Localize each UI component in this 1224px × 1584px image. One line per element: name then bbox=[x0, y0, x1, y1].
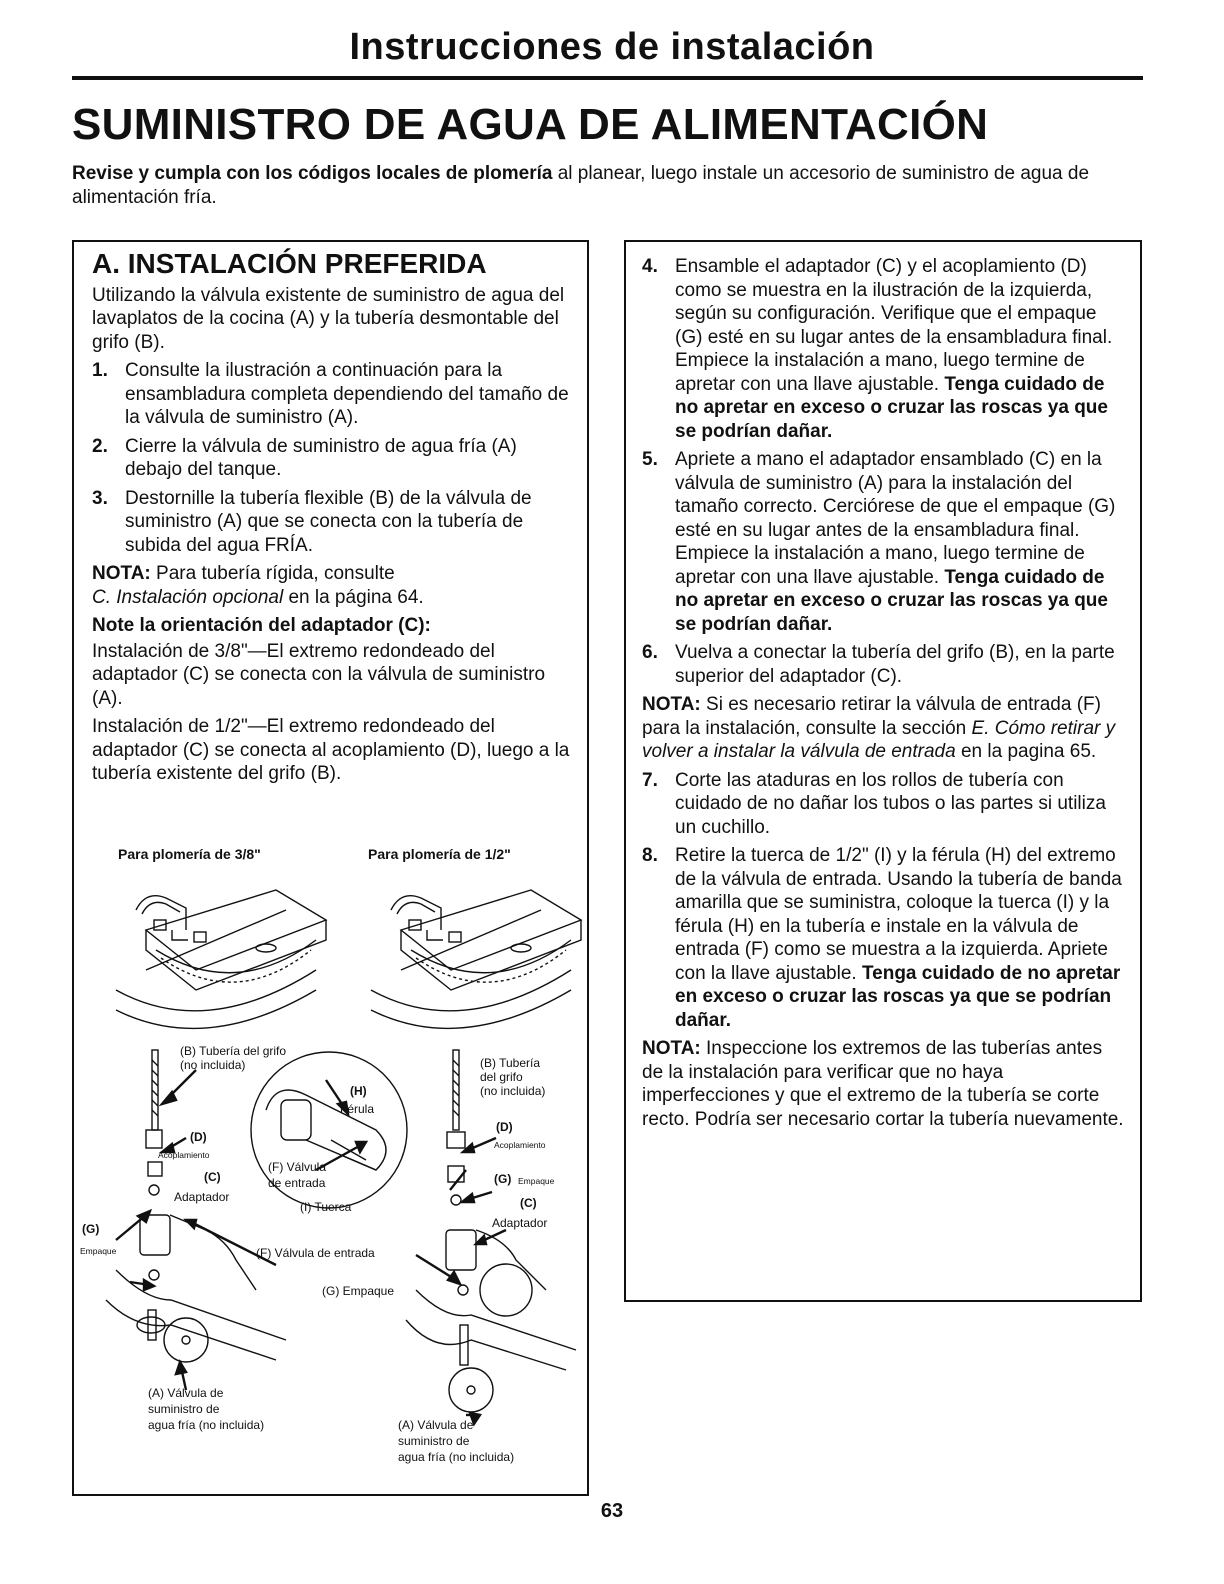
step-text: Ensamble el adaptador (C) y el acoplamiento (D) como se muestra en la ilustración de la izquierda, según su configuración. Verifique que el empaque (G) esté en su lugar antes de la ensambladura final. Empiece la instalación a mano, luego termine de apretar con una llave ajustable. bbox=[675, 256, 1113, 395]
step-text: Vuelva a conectar la tubería del grifo (B), en la parte superior del adaptador (C). bbox=[675, 642, 1115, 687]
orientation-38: Instalación de 3/8"—El extremo redondeado del adaptador (C) se conecta con la válvula de suministro (A). bbox=[92, 640, 546, 709]
list-item bbox=[92, 487, 572, 558]
step-number: 5. bbox=[642, 449, 658, 470]
label-a-left: (A) Válvula de bbox=[148, 1386, 224, 1400]
label-h-2: Férula bbox=[340, 1102, 375, 1116]
label-f-valve: (F) Válvula bbox=[268, 1160, 327, 1174]
left-panel-title: A. INSTALACIÓN PREFERIDA bbox=[92, 248, 487, 279]
step-text: Corte las ataduras en los rollos de tubería con cuidado de no dañar los tubos o las partes si utiliza un cuchillo. bbox=[675, 769, 1106, 838]
step-text: Apriete a mano el adaptador ensamblado (C) en la válvula de suministro (A) para la instalación del tamaño correcto. Cerciórese de que el empaque (G) esté en su lugar antes de la ensambladura final. Empiece la instalación a mano, luego termine de apretar con una llave ajustable. bbox=[675, 449, 1116, 588]
note-label: NOTA: bbox=[642, 694, 701, 715]
note-label: NOTA: bbox=[642, 1038, 701, 1059]
note-label: NOTA: bbox=[92, 563, 151, 584]
step-text: Destornille la tubería flexible (B) de la válvula de suministro (A) que se conecta con la tubería de subida del agua FRÍA. bbox=[125, 487, 532, 556]
list-item bbox=[642, 844, 1128, 1032]
label-b-right-3: (no incluida) bbox=[480, 1084, 546, 1098]
list-item bbox=[642, 769, 1128, 840]
right-panel-content bbox=[642, 255, 1128, 1136]
orientation-12: Instalación de 1/2"—El extremo redondeado del adaptador (C) se conecta al acoplamiento (D), luego a la tubería existente del grifo (B). bbox=[92, 716, 570, 784]
header-rule bbox=[72, 76, 1143, 80]
intro-paragraph bbox=[72, 162, 1132, 210]
label-b-left-2: (no incluida) bbox=[180, 1058, 246, 1072]
left-panel-intro: Utilizando la válvula existente de suministro de agua del lavaplatos de la cocina (A) y la tubería desmontable del grifo (B). bbox=[92, 284, 565, 353]
step-number: 3. bbox=[92, 487, 108, 509]
list-item bbox=[642, 448, 1128, 636]
label-d-left: (D) bbox=[190, 1130, 207, 1144]
caption-38: Para plomería de 3/8" bbox=[118, 846, 261, 862]
label-h: (H) bbox=[350, 1084, 367, 1098]
note-text: Inspeccione los extremos de las tuberías antes de la instalación para verificar que no haya imperfecciones y que el extremo de la tubería se corte recto. Podría ser necesario cortar la tubería nuevamente. bbox=[642, 1038, 1124, 1130]
right-note-1 bbox=[642, 693, 1128, 764]
step-warning: Tenga cuidado de no apretar en exceso o cruzar las roscas ya que se podrían dañar. bbox=[675, 373, 1108, 442]
label-g-left-2: Empaque bbox=[80, 1246, 117, 1256]
left-note bbox=[92, 562, 572, 609]
orientation-heading: Note la orientación del adaptador (C): bbox=[92, 615, 431, 636]
step-number: 8. bbox=[642, 845, 658, 866]
note-end: en la página 64. bbox=[283, 586, 424, 608]
label-f-valve-2: de entrada bbox=[268, 1176, 326, 1190]
step-number: 6. bbox=[642, 642, 658, 663]
step-warning: Tenga cuidado de no apretar en exceso o cruzar las roscas ya que se podrían dañar. bbox=[675, 962, 1121, 1031]
list-item bbox=[642, 641, 1128, 688]
section-title: SUMINISTRO DE AGUA DE ALIMENTACIÓN bbox=[72, 100, 989, 149]
label-g-left: (G) bbox=[82, 1222, 100, 1236]
label-a-right-3: agua fría (no incluida) bbox=[398, 1450, 515, 1464]
step-number: 7. bbox=[642, 769, 658, 791]
step-number: 1. bbox=[92, 360, 108, 381]
step-warning: Tenga cuidado de no apretar en exceso o cruzar las roscas ya que se podrían dañar. bbox=[675, 566, 1108, 635]
step-text: Cierre la válvula de suministro de agua fría (A) debajo del tanque. bbox=[125, 435, 517, 480]
left-sink-illustration bbox=[116, 890, 326, 1028]
list-item bbox=[92, 435, 572, 482]
label-g-right: (G) bbox=[494, 1172, 512, 1186]
right-steps-list-2 bbox=[642, 769, 1128, 1033]
label-a-right: (A) Válvula de bbox=[398, 1418, 474, 1432]
intro-rest: al planear, luego instale un accesorio de suministro de agua de alimentación fría. bbox=[72, 163, 1090, 208]
label-acopl-right: Acoplamiento bbox=[494, 1140, 546, 1150]
step-text: Consulte la ilustración a continuación para la ensambladura completa dependiendo del tamaño de la válvula de suministro (A). bbox=[125, 360, 569, 428]
list-item bbox=[92, 359, 572, 430]
label-b-left: (B) Tubería del grifo bbox=[180, 1044, 287, 1058]
label-g-right-2: Empaque bbox=[518, 1176, 555, 1186]
label-f-inlet: (F) Válvula de entrada bbox=[256, 1246, 375, 1260]
left-panel-content bbox=[92, 248, 572, 791]
right-steps-list bbox=[642, 255, 1128, 688]
step-text: Retire la tuerca de 1/2" (I) y la férula (H) del extremo de la válvula de entrada. Usando la tubería de banda amarilla que se suministra, coloque la tuerca (I) y la férula (H) en la tubería e instale en la válvula de entrada (F) como se muestra a la izquierda. Apriete con la llave ajustable. bbox=[675, 845, 1122, 984]
page-header-title: Instrucciones de instalación bbox=[349, 26, 875, 68]
note-italic-ref: C. Instalación opcional bbox=[92, 586, 284, 608]
label-b-right-2: del grifo bbox=[480, 1070, 523, 1084]
label-d-right: (D) bbox=[496, 1120, 513, 1134]
step-number: 4. bbox=[642, 256, 658, 277]
label-g-center: (G) Empaque bbox=[322, 1284, 395, 1298]
caption-12: Para plomería de 1/2" bbox=[368, 846, 511, 862]
left-steps-list bbox=[92, 359, 572, 557]
label-a-right-2: suministro de bbox=[398, 1434, 470, 1448]
label-c-left: (C) bbox=[204, 1170, 221, 1184]
note-italic-ref: E. Cómo retirar y volver a instalar la válvula de entrada bbox=[642, 717, 1116, 762]
label-i-nut: (I) Tuerca bbox=[300, 1200, 352, 1214]
intro-bold: Revise y cumpla con los códigos locales de plomería bbox=[72, 163, 553, 184]
label-c-left-2: Adaptador bbox=[174, 1190, 230, 1204]
list-item bbox=[642, 255, 1128, 443]
right-sink-illustration bbox=[371, 890, 581, 1028]
label-a-left-2: suministro de bbox=[148, 1402, 220, 1416]
note-text: Para tubería rígida, consulte bbox=[150, 563, 395, 584]
plumbing-diagram bbox=[76, 870, 584, 1470]
note-end: en la pagina 65. bbox=[955, 741, 1097, 762]
label-c-right: (C) bbox=[520, 1196, 537, 1210]
right-note-2 bbox=[642, 1037, 1128, 1131]
page-number: 63 bbox=[600, 1500, 624, 1522]
label-c-right-2: Adaptador bbox=[492, 1216, 548, 1230]
label-b-right: (B) Tubería bbox=[480, 1056, 541, 1070]
step-number: 2. bbox=[92, 435, 108, 457]
label-a-left-3: agua fría (no incluida) bbox=[148, 1418, 265, 1432]
note-text: Si es necesario retirar la válvula de entrada (F) para la instalación, consulte la sección bbox=[642, 694, 1101, 739]
label-acopl-left: Acoplamiento bbox=[158, 1150, 210, 1160]
